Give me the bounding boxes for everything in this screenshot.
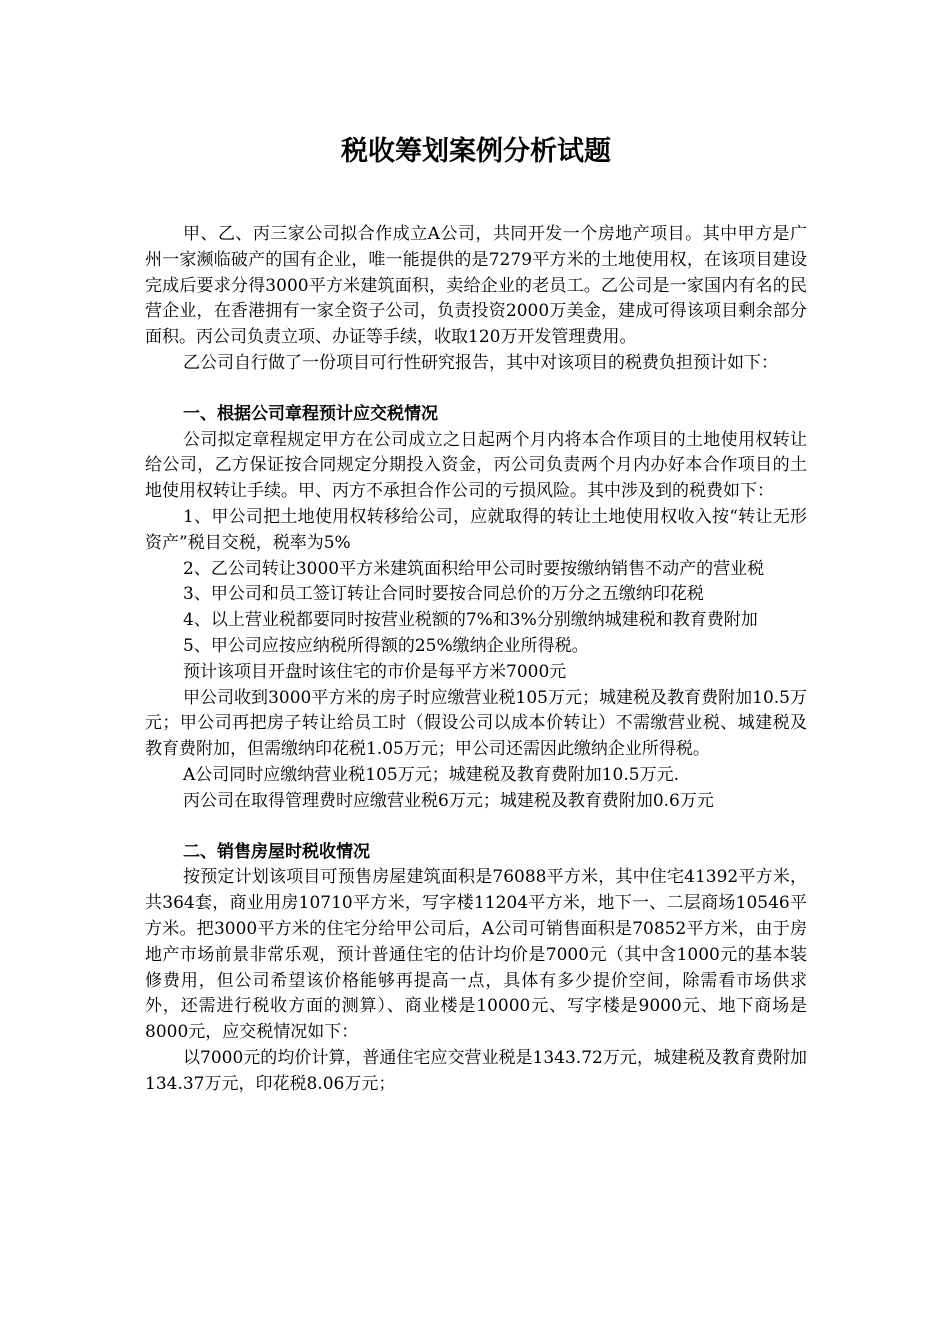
section-heading: 一、根据公司章程预计应交税情况 xyxy=(183,403,438,424)
paragraph-spacer xyxy=(145,815,807,840)
list-item: 3、甲公司和员工签订转让合同时要按合同总价的万分之五缴纳印花税 xyxy=(183,584,704,605)
section-heading: 二、销售房屋时税收情况 xyxy=(183,841,370,862)
body-paragraph: A公司同时应缴纳营业税105万元；城建税及教育费附加10.5万元. xyxy=(183,764,679,785)
paragraph-spacer xyxy=(145,377,807,402)
body-paragraph: 丙公司在取得管理费时应缴营业税6万元；城建税及教育费附加0.6万元 xyxy=(183,790,714,811)
document-page xyxy=(145,0,807,1344)
intro-paragraph: 甲、乙、丙三家公司拟合作成立A公司，共同开发一个房地产项目。其中甲方是广州一家濒临破产的国有企业，唯一能提供的是7279平方米的土地使用权，在该项目建设完成后要求分得3000平方米建筑面积，卖给企业的老员工。乙公司是一家国内有名的民营企业，在香港拥有一家全资子公司，负责投资2000万美金，建成可得该项目剩余部分面积。丙公司负责立项、办证等手续，收取120万开发管理费用。 xyxy=(145,224,807,348)
list-item: 4、以上营业税都要同时按营业税额的7%和3%分别缴纳城建税和教育费附加 xyxy=(183,610,758,631)
body-paragraph: 以7000元的均价计算，普通住宅应交营业税是1343.72万元，城建税及教育费附加134.37万元，印花税8.06万元； xyxy=(145,1047,807,1094)
list-item: 5、甲公司应按应纳税所得额的25%缴纳企业所得税。 xyxy=(183,635,589,656)
document-body xyxy=(145,222,807,1098)
body-paragraph: 甲公司收到3000平方米的房子时应缴营业税105万元；城建税及教育费附加10.5万元；甲公司再把房子转让给员工时（假设公司以成本价转让）不需缴营业税、城建税及教育费附加，但需缴纳印花税1.05万元；甲公司还需因此缴纳企业所得税。 xyxy=(145,687,807,760)
list-item: 1、甲公司把土地使用权转移给公司，应就取得的转让土地使用权收入按“转让无形资产”税目交税，税率为5% xyxy=(145,506,807,553)
intro-paragraph: 乙公司自行做了一份项目可行性研究报告，其中对该项目的税费负担预计如下： xyxy=(183,352,778,373)
body-paragraph: 按预定计划该项目可预售房屋建筑面积是76088平方米，其中住宅41392平方米，共364套，商业用房10710平方米，写字楼11204平方米，地下一、二层商场10546平方米。把3000平方米的住宅分给甲公司后，A公司可销售面积是70852平方米，由于房地产市场前景非常乐观，预计普通住宅的估计均价是7000元（其中含1000元的基本装修费用，但公司希望该价格能够再提高一点，具体有多少提价空间，除需看市场供求外，还需进行税收方面的测算）、商业楼是10000元、写字楼是9000元、地下商场是8000元，应交税情况如下： xyxy=(145,867,807,1043)
body-paragraph: 预计该项目开盘时该住宅的市价是每平方米7000元 xyxy=(183,661,567,682)
body-paragraph: 公司拟定章程规定甲方在公司成立之日起两个月内将本合作项目的土地使用权转让给公司，乙方保证按合同规定分期投入资金，丙公司负责两个月内办好本合作项目的土地使用权转让手续。甲、丙方不承担合作公司的亏损风险。其中涉及到的税费如下： xyxy=(145,429,807,502)
page-title: 税收筹划案例分析试题 xyxy=(341,136,611,167)
list-item: 2、乙公司转让3000平方米建筑面积给甲公司时要按缴纳销售不动产的营业税 xyxy=(183,558,765,579)
